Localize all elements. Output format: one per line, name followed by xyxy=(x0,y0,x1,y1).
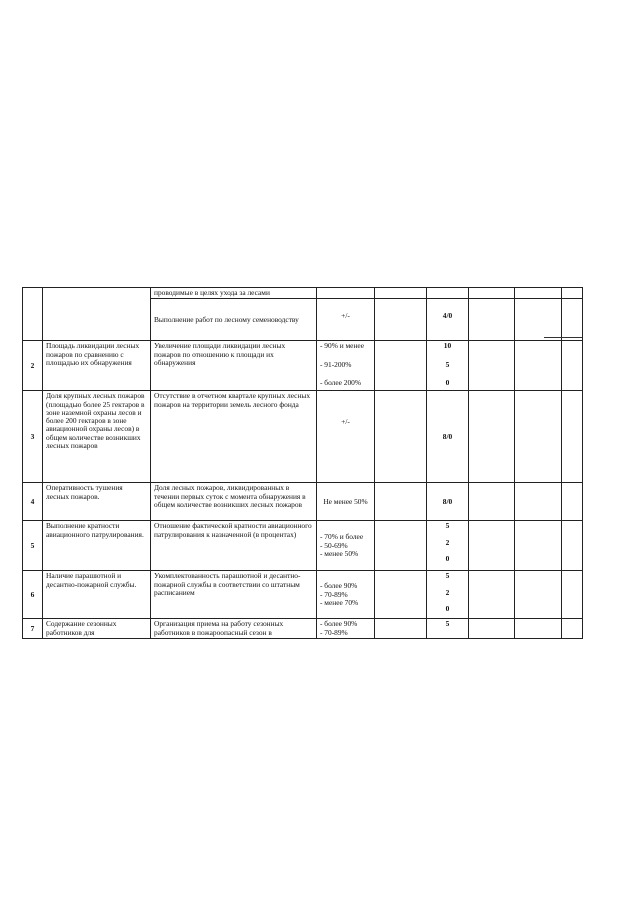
value-cell: +/- xyxy=(317,299,375,341)
score-cell: 8/0 xyxy=(427,391,469,483)
score-cell: 5 2 0 xyxy=(427,521,469,571)
indicator-name: Выполнение кратности авиационного патрулирования. xyxy=(43,521,151,571)
criterion-cell: Укомплектованность парашютной и десантно-пожарной службы в соответствии со штатным расписанием xyxy=(151,571,317,619)
table-row xyxy=(23,341,583,391)
score-cell: 8/0 xyxy=(427,483,469,521)
table-row xyxy=(23,521,583,571)
criteria-table xyxy=(22,287,583,639)
table-row xyxy=(23,483,583,521)
value-cell: - 90% и менее - 91-200% - более 200% xyxy=(317,341,375,391)
indicator-name: Площадь ликвидации лесных пожаров по сравнению с площадью их обнаружения xyxy=(43,341,151,391)
indicator-name: Содержание сезонных работников для xyxy=(43,619,151,639)
score-cell: 10 5 0 xyxy=(427,341,469,391)
row-number: 6 xyxy=(23,571,43,619)
row-number: 4 xyxy=(23,483,43,521)
row-number: 3 xyxy=(23,391,43,483)
value-cell: - более 90% - 70-89% xyxy=(317,619,375,639)
value-cell: +/- xyxy=(317,391,375,483)
criterion-cell: Увеличение площади ликвидации лесных пожаров по отношению к площади их обнаружения xyxy=(151,341,317,391)
table-row xyxy=(23,391,583,483)
criterion-cell: Отсутствие в отчетном квартале крупных лесных пожаров на территории земель лесного фонда xyxy=(151,391,317,483)
value-cell: - более 90% - 70-89% - менее 70% xyxy=(317,571,375,619)
row-number: 2 xyxy=(23,341,43,391)
score-cell: 5 2 0 xyxy=(427,571,469,619)
value-cell: Не менее 50% xyxy=(317,483,375,521)
scan-line-artifact xyxy=(544,337,582,338)
indicator-name: Наличие парашютной и десантно-пожарной службы. xyxy=(43,571,151,619)
criterion-cell: Организация приема на работу сезонных работников в пожароопасный сезон в xyxy=(151,619,317,639)
row-number: 7 xyxy=(23,619,43,639)
indicator-name: Оперативность тушения лесных пожаров. xyxy=(43,483,151,521)
criterion-cell: проводимые в целях ухода за лесами xyxy=(151,288,317,299)
score-cell: 5 xyxy=(427,619,469,639)
criterion-cell: Отношение фактической кратности авиационного патрулирования к назначенной (в процентах) xyxy=(151,521,317,571)
table-row xyxy=(23,571,583,619)
criterion-cell: Выполнение работ по лесному семеноводству xyxy=(151,299,317,341)
indicator-name: Доля крупных лесных пожаров (площадью более 25 гектаров в зоне наземной охраны лесов и более 200 гектаров в зоне авиационной охраны лесов) в общем количестве возникших лесных пожаров xyxy=(43,391,151,483)
table-row xyxy=(23,619,583,639)
criterion-cell: Доля лесных пожаров, ликвидированных в течении первых суток с момента обнаружения в общем количестве возникших лесных пожаров xyxy=(151,483,317,521)
value-cell: - 70% и более - 50-69% - менее 50% xyxy=(317,521,375,571)
score-cell: 4/0 xyxy=(427,299,469,341)
row-number: 5 xyxy=(23,521,43,571)
table-row xyxy=(23,288,583,299)
